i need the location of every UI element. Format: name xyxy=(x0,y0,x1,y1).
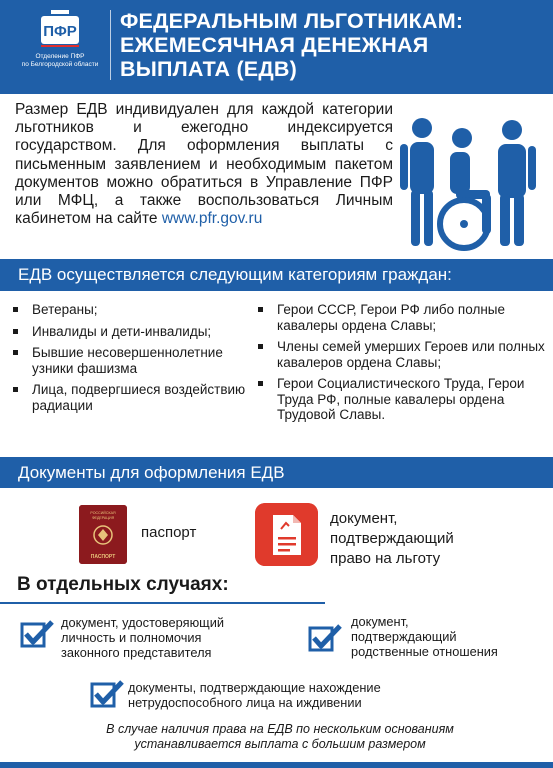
list-item xyxy=(10,302,250,318)
categories-heading: ЕДВ осуществляется следующим категориям граждан: xyxy=(0,259,553,291)
list-item-text: Бывшие несовершеннолетние узники фашизма xyxy=(32,345,223,376)
special-case-kinship xyxy=(351,614,546,659)
case-line: личность и полномочия xyxy=(61,630,202,645)
document-icon xyxy=(255,503,318,566)
list-item xyxy=(10,345,250,376)
list-item-text: Герои Социалистического Труда, Герои Труда РФ, полные кавалеры ордена Трудовой Славы. xyxy=(277,376,525,422)
case-line: документ, xyxy=(351,614,409,629)
categories-list-left xyxy=(10,302,250,419)
checkbox-icon xyxy=(308,624,342,652)
passport-icon xyxy=(79,505,127,564)
list-item xyxy=(255,339,545,370)
title-line1: ФЕДЕРАЛЬНЫМ ЛЬГОТНИКАМ: xyxy=(120,9,464,33)
header-divider xyxy=(110,10,111,80)
header-banner xyxy=(0,0,553,94)
special-cases-underline xyxy=(0,602,325,604)
list-item-text: Герои СССР, Герои РФ либо полные кавалеры ордена Славы; xyxy=(277,302,505,333)
privilege-doc-line1: документ, xyxy=(330,510,398,527)
case-line: документы, подтверждающие нахождение xyxy=(128,680,381,695)
list-item xyxy=(255,302,545,333)
privilege-doc-line3: право на льготу xyxy=(330,550,441,567)
list-item xyxy=(255,376,545,423)
list-item xyxy=(10,324,250,340)
footnote-line2: устанавливается выплата с большим размером xyxy=(134,737,426,751)
svg-text:ФЕДЕРАЦИЯ: ФЕДЕРАЦИЯ xyxy=(91,516,115,520)
case-line: законного представителя xyxy=(61,645,212,660)
page-title xyxy=(120,9,540,81)
case-line: подтверждающий xyxy=(351,629,457,644)
logo-caption xyxy=(16,53,104,69)
title-line3: ВЫПЛАТА (ЕДВ) xyxy=(120,57,297,81)
special-case-dependency xyxy=(128,680,458,710)
logo-caption-line2: по Белгородской области xyxy=(21,61,99,68)
intro-paragraph xyxy=(15,101,393,228)
website-link[interactable]: www.pfr.gov.ru xyxy=(161,210,263,228)
list-item-text: Члены семей умерших Героев или полных кавалеров ордена Славы; xyxy=(277,339,545,370)
pfr-logo xyxy=(16,8,104,80)
special-case-representative xyxy=(61,615,291,660)
pfr-logo-icon xyxy=(37,8,83,50)
svg-text:ПФР: ПФР xyxy=(43,23,77,40)
footnote-line1: В случае наличия права на ЕДВ по нескольким основаниям xyxy=(106,722,454,736)
title-line2: ЕЖЕМЕСЯЧНАЯ ДЕНЕЖНАЯ xyxy=(120,33,429,57)
logo-caption-line1: Отделение ПФР xyxy=(35,53,85,60)
svg-text:РОССИЙСКАЯ: РОССИЙСКАЯ xyxy=(90,511,116,515)
checkbox-icon xyxy=(90,680,124,708)
footnote xyxy=(70,722,490,752)
case-line: документ, удостоверяющий xyxy=(61,615,225,630)
svg-text:ПАСПОРТ: ПАСПОРТ xyxy=(90,554,116,560)
list-item-text: Ветераны; xyxy=(32,302,98,317)
list-item-text: Инвалиды и дети-инвалиды; xyxy=(32,323,212,339)
intro-text: Размер ЕДВ индивидуален для каждой категории льготников и ежегодно индексируется государством. Для оформления выплаты с письменным заявлением и необходимым пакетом документов можно обратиться в Управление ПФР или МФЦ, а также воспользоваться Личным кабинетом на сайте xyxy=(15,101,393,228)
special-cases-title: В отдельных случаях: xyxy=(17,574,229,595)
passport-label: паспорт xyxy=(141,524,197,541)
privilege-document-label xyxy=(330,509,530,569)
people-icon xyxy=(400,116,540,256)
list-item-text: Лица, подвергшиеся воздействию радиации xyxy=(32,382,246,413)
case-line: родственные отношения xyxy=(351,644,498,659)
categories-list-right xyxy=(255,302,545,429)
checkbox-icon xyxy=(20,620,54,648)
case-line: нетрудоспособного лица на иждивении xyxy=(128,695,362,710)
bottom-stripe xyxy=(0,762,553,768)
privilege-doc-line2: подтверждающий xyxy=(330,530,454,547)
list-item xyxy=(10,382,250,413)
documents-heading: Документы для оформления ЕДВ xyxy=(0,457,553,488)
